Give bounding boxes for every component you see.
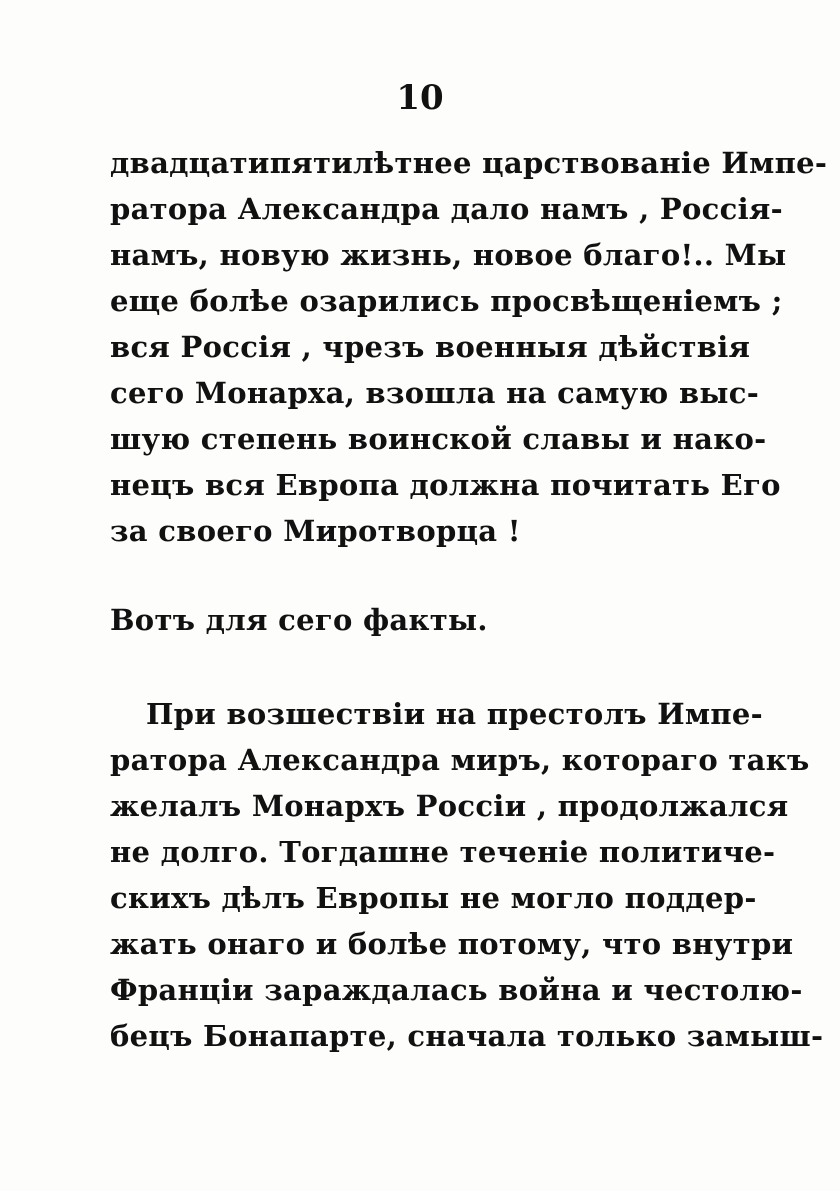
text-line: желалъ Монархъ Россіи , продолжался — [110, 789, 789, 823]
text-line: ратора Александра дало намъ , Россія- — [110, 192, 783, 226]
section-heading — [110, 597, 708, 643]
text-line: нецъ вся Европа должна почитать Его — [110, 468, 781, 502]
text-line: При возшествіи на престолъ Импе- — [146, 697, 764, 731]
text-line: сего Монарха, взошла на самую выс- — [110, 376, 760, 410]
text-line: бецъ Бонапарте, сначала только замыш- — [110, 1019, 824, 1053]
text-line: не долго. Тогдашне теченіе политиче- — [110, 835, 776, 869]
text-line: ратора Александра миръ, котораго такъ — [110, 743, 810, 777]
text-line: жать онаго и болѣе потому, что внутри — [110, 927, 794, 961]
heading-line: Вотъ для сего факты. — [110, 603, 488, 637]
paragraph-2 — [110, 691, 824, 1059]
page-number: 10 — [396, 78, 444, 118]
text-line: Франціи зараждалась война и честолю- — [110, 973, 803, 1007]
text-line: еще болѣе озарились просвѣщеніемъ ; — [110, 284, 783, 318]
text-line: намъ, новую жизнь, новое благо!.. Мы — [110, 238, 787, 272]
text-line: за своего Миротворца ! — [110, 514, 521, 548]
text-line: шую степень воинской славы и нако- — [110, 422, 767, 456]
text-line: двадцатипятилѣтнее царствованіе Импе- — [110, 146, 828, 180]
text-line: вся Россія , чрезъ военныя дѣйствія — [110, 330, 751, 364]
text-line: скихъ дѣлъ Европы не могло поддер- — [110, 881, 757, 915]
paragraph-1 — [110, 140, 828, 554]
